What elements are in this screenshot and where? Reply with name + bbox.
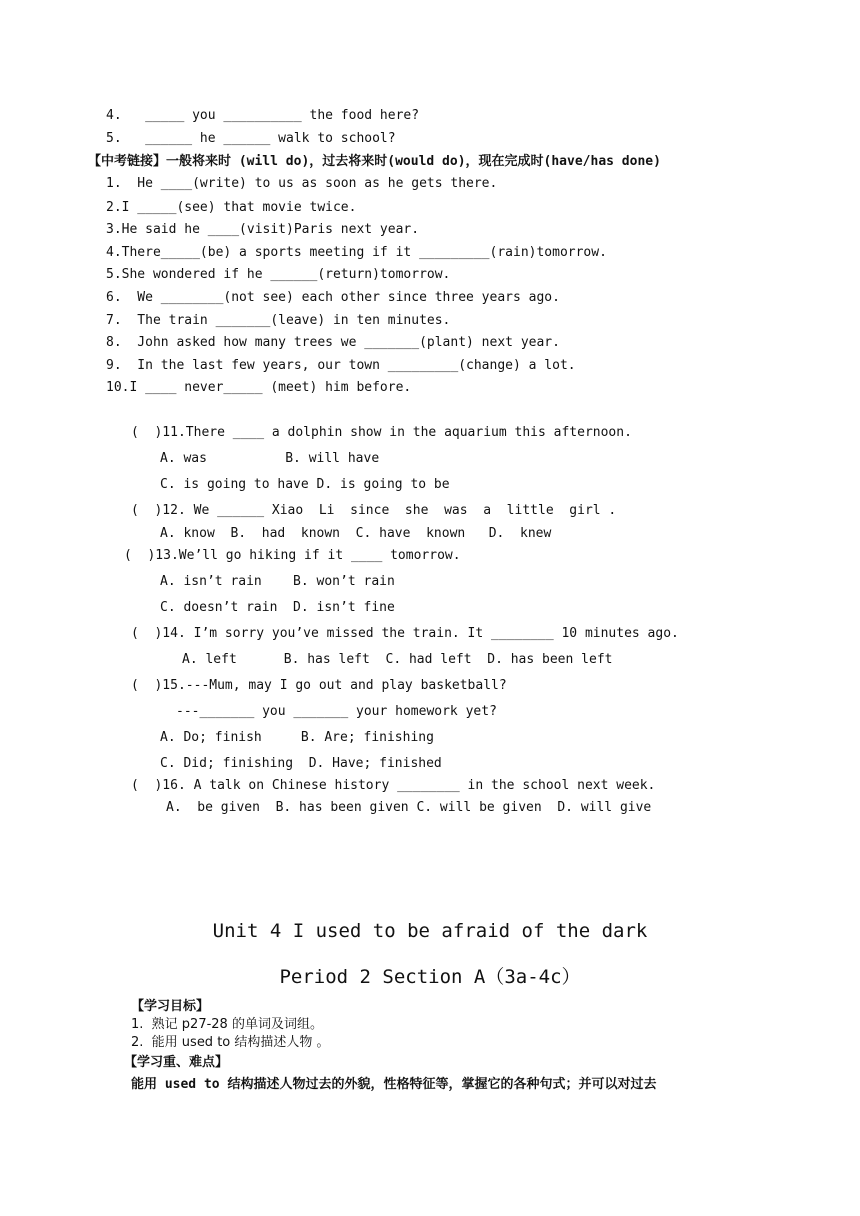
- choice-q14-options: A. left B. has left C. had left D. has been left: [182, 652, 613, 667]
- choice-q15-second-line: ---_______ you _______ your homework yet?: [176, 704, 497, 719]
- choice-q15-options-ab: A. Do; finish B. Are; finishing: [160, 730, 434, 745]
- key-points-heading: 【学习重、难点】: [124, 1055, 229, 1070]
- fill-item-3: 3.He said he ____(visit)Paris next year.: [106, 222, 420, 237]
- choice-q16: ( )16. A talk on Chinese history ________ in the school next week.: [131, 778, 656, 793]
- choice-q16-options: A. be given B. has been given C. will be given D. will give: [166, 800, 652, 815]
- choice-q15: ( )15.---Mum, may I go out and play basketball?: [131, 678, 507, 693]
- fill-item-1: 1. He ____(write) to us as soon as he gets there.: [106, 176, 498, 191]
- fill-item-5: 5.She wondered if he ______(return)tomorrow.: [106, 267, 451, 282]
- choice-q12-options: A. know B. had known C. have known D. knew: [160, 526, 552, 541]
- fill-item-8: 8. John asked how many trees we _______(plant) next year.: [106, 335, 560, 350]
- choice-q11-options-cd: C. is going to have D. is going to be: [160, 477, 450, 492]
- choice-q14: ( )14. I’m sorry you’ve missed the train. It ________ 10 minutes ago.: [131, 626, 679, 641]
- choice-q11: ( )11.There ____ a dolphin show in the aquarium this afternoon.: [131, 425, 632, 440]
- fill-item-7: 7. The train _______(leave) in ten minutes.: [106, 313, 451, 328]
- fill-item-2: 2.I _____(see) that movie twice.: [106, 200, 357, 215]
- goal-item-1: 1. 熟记 p27-28 的单词及词组。: [131, 1017, 323, 1032]
- fill-item-6: 6. We ________(not see) each other since three years ago.: [106, 290, 560, 305]
- fill-item-4: 4.There_____(be) a sports meeting if it _________(rain)tomorrow.: [106, 245, 607, 260]
- period-title: Period 2 Section A（3a-4c）: [279, 966, 581, 988]
- goal-item-2: 2. 能用 used to 结构描述人物 。: [131, 1035, 330, 1050]
- unit-title: Unit 4 I used to be afraid of the dark: [212, 920, 648, 942]
- goals-heading: 【学习目标】: [131, 999, 210, 1014]
- choice-q13: ( )13.We’ll go hiking if it ____ tomorrow.: [124, 548, 461, 563]
- choice-q11-options-ab: A. was B. will have: [160, 451, 380, 466]
- question-5: 5. ______ he ______ walk to school?: [106, 131, 396, 146]
- key-points-text: 能用 used to 结构描述人物过去的外貌，性格特征等，掌握它的各种句式；并可以对过去: [131, 1077, 657, 1092]
- zhongkao-heading: 【中考链接】一般将来时 (will do)，过去将来时(would do)，现在完成时(have/has done): [88, 154, 661, 169]
- fill-item-9: 9. In the last few years, our town _________(change) a lot.: [106, 358, 576, 373]
- choice-q13-options-cd: C. doesn’t rain D. isn’t fine: [160, 600, 395, 615]
- choice-q15-options-cd: C. Did; finishing D. Have; finished: [160, 756, 442, 771]
- choice-q12: ( )12. We ______ Xiao Li since she was a little girl .: [131, 503, 617, 518]
- question-4: 4. _____ you __________ the food here?: [106, 108, 420, 123]
- fill-item-10: 10.I ____ never_____ (meet) him before.: [106, 380, 412, 395]
- choice-q13-options-ab: A. isn’t rain B. won’t rain: [160, 574, 395, 589]
